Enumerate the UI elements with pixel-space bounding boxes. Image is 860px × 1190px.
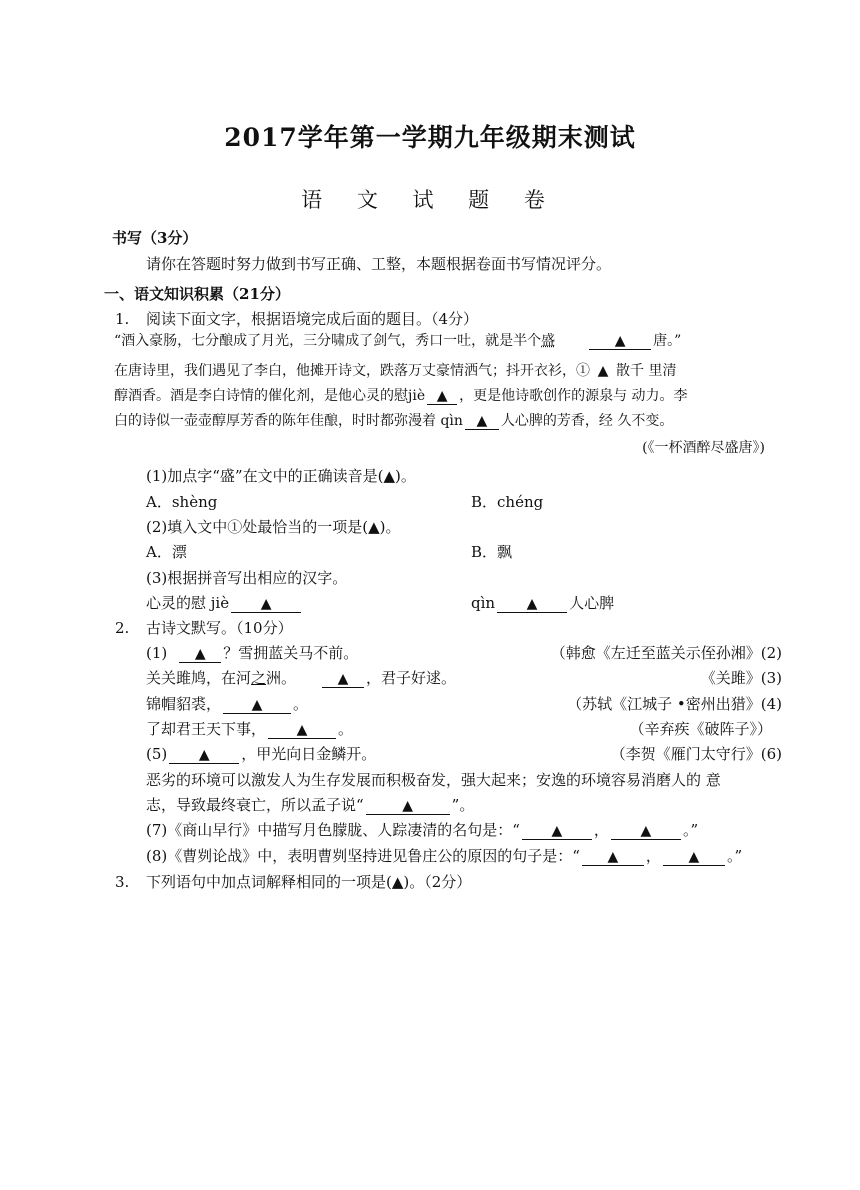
blank-triangle-icon: ▲ [476,413,488,429]
answer-blank[interactable] [663,848,725,866]
q1-sub3: (3)根据拼音写出相应的汉字。 [146,569,348,587]
q2-line2 [146,668,456,688]
q2-text: 。” [682,821,699,839]
q1-sub3-item-b [471,593,614,613]
q3-number: 3. [115,873,130,891]
q1-sub1-option-b: B．chéng [471,493,544,511]
q2-text: ？雪拥蓝关马不前。 [223,644,359,662]
blank-triangle-icon: ▲ [337,671,349,687]
q2-text: (7)《商山早行》中描写月色朦胧、人踪凄清的名句是：“ [146,821,520,839]
answer-blank[interactable] [322,670,364,688]
q2-text: 洲。 [266,669,297,687]
q1-sub3-label: 人心脾 [569,594,615,612]
blank-triangle-icon: ▲ [436,388,448,404]
q2-line1-source: （韩愈《左迁至蓝关示侄孙湘》(2) [550,644,782,662]
blank-triangle-icon: ▲ [640,823,652,839]
q2-text: 志，导致最终衰亡，所以孟子说“ [146,796,364,814]
q1-sub3-item-a [146,593,303,613]
q2-text: 。 [293,695,309,713]
q2-line4-source: （辛弃疾《破阵子》） [629,720,772,738]
q2-text: ， [593,821,609,839]
q1-para-text: 白的诗似一壶壶醇厚芳香的陈年佳酿，时时都弥漫着 qìn [114,413,463,429]
q1-stem: 阅读下面文字，根据语境完成后面的题目。（4分） [146,310,479,328]
q2-text: ，甲光向日金鳞开。 [241,745,377,763]
q2-line5 [146,744,376,764]
q2-text: 锦帽貂裘， [146,695,222,713]
page-subtitle: 语 文 试 题 卷 [301,188,559,212]
q2-text: ， [645,847,661,865]
answer-blank[interactable] [169,746,239,764]
blank-triangle-icon: ▲ [296,722,308,738]
page-title: 2017学年第一学期九年级期末测试 [224,123,636,152]
blank-triangle-icon: ▲ [597,363,609,379]
q1-para-text: 人心脾的芳香，经 久不变。 [500,413,674,429]
q1-sub1: (1)加点字“盛”在文中的正确读音是(▲)。 [146,467,416,485]
q1-paragraph-line1 [114,331,681,351]
q1-sub3-label: qìn [471,594,496,612]
q3-stem: 下列语句中加点词解释相同的一项是(▲)。（2分） [146,873,472,891]
q1-para-text: 唐。” [653,333,682,349]
answer-blank[interactable] [268,721,336,739]
answer-blank[interactable] [366,797,450,815]
answer-blank[interactable] [522,822,592,840]
q1-paragraph-line2 [114,361,676,381]
blank-triangle-icon: ▲ [614,333,626,349]
q2-text: 关关雎鸠，在河 [146,669,252,687]
blank-triangle-icon: ▲ [251,697,263,713]
answer-blank[interactable] [582,848,644,866]
answer-blank[interactable] [497,595,567,613]
q1-number: 1. [115,310,130,328]
q2-line3-source: （苏轼《江城子 •密州出猎》(4) [567,695,782,713]
q1-source: (《一杯酒醉尽盛唐》) [642,440,765,456]
q1-para-text: “酒入豪肠，七分酿成了月光，三分啸成了剑气，秀口一吐，就是半个 [114,333,542,349]
q1-para-text: 散千 里清 [616,363,677,379]
blank-triangle-icon: ▲ [607,849,619,865]
blank-triangle-icon: ▲ [526,596,538,612]
q2-line2-source: 《关雎》(3) [700,669,782,687]
q2-stem: 古诗文默写。（10分） [146,619,293,637]
q2-text: (1) [146,644,168,662]
q2-line8 [146,820,698,840]
blank-triangle-icon: ▲ [551,823,563,839]
q1-sub2-option-a: A．漂 [146,543,187,561]
q2-line5-source: （李贺《雁门太守行》(6) [610,745,782,763]
q2-text: (8)《曹刿论战》中，表明曹刿坚持进见鲁庄公的原因的句子是：“ [146,847,580,865]
q2-underlined-char: 之 [251,669,267,687]
q2-line3 [146,694,308,714]
q1-sub1-option-a: A．shèng [146,493,218,511]
q2-text: 。 [338,720,354,738]
writing-text: 请你在答题时努力做到书写正确、工整，本题根据卷面书写情况评分。 [146,255,612,273]
q1-paragraph-line4 [114,411,673,431]
q1-paragraph-line3 [114,386,688,406]
q2-text: 了却君王天下事， [146,720,267,738]
q2-line4 [146,719,353,739]
section1-heading: 一、语文知识积累（21分） [104,285,290,303]
q1-sub3-label: 心灵的慰 jiè [146,594,230,612]
answer-blank[interactable] [589,333,651,350]
q1-dotted-char: 盛 [541,333,556,349]
q1-para-text: 醇酒香。酒是李白诗情的催化剂，是他心灵的慰jiè [114,388,426,404]
answer-blank[interactable] [427,388,457,405]
answer-blank[interactable] [231,595,301,613]
answer-blank[interactable] [611,822,681,840]
q1-sub2-option-b: B．飘 [471,543,513,561]
answer-blank[interactable] [223,696,291,714]
q2-line9 [146,846,742,866]
answer-blank[interactable] [465,413,499,430]
q1-para-text: ，更是他诗歌创作的源泉与 动力。李 [459,388,688,404]
writing-heading: 书写（3分） [112,229,198,247]
blank-triangle-icon: ▲ [198,747,210,763]
q2-number: 2. [115,619,130,637]
q1-para-text: 在唐诗里，我们遇见了李白，他摊开诗文，跌落万丈豪情洒气；抖开衣衫，① [114,363,590,379]
blank-triangle-icon: ▲ [194,646,206,662]
q2-line1 [146,643,358,663]
q2-text: ，君子好逑。 [366,669,457,687]
q2-text: 。” [726,847,743,865]
q2-text: (5) [146,745,168,763]
blank-triangle-icon: ▲ [688,849,700,865]
q2-line6: 恶劣的环境可以激发人为生存发展而积极奋发，强大起来；安逸的环境容易消磨人的 意 [146,771,721,789]
q2-text: ”。 [451,796,475,814]
blank-triangle-icon: ▲ [402,798,414,814]
blank-triangle-icon: ▲ [260,596,272,612]
q1-sub2: (2)填入文中①处最恰当的一项是(▲)。 [146,518,401,536]
answer-blank[interactable] [592,363,614,379]
q2-line7 [146,795,474,815]
answer-blank[interactable] [179,645,221,663]
